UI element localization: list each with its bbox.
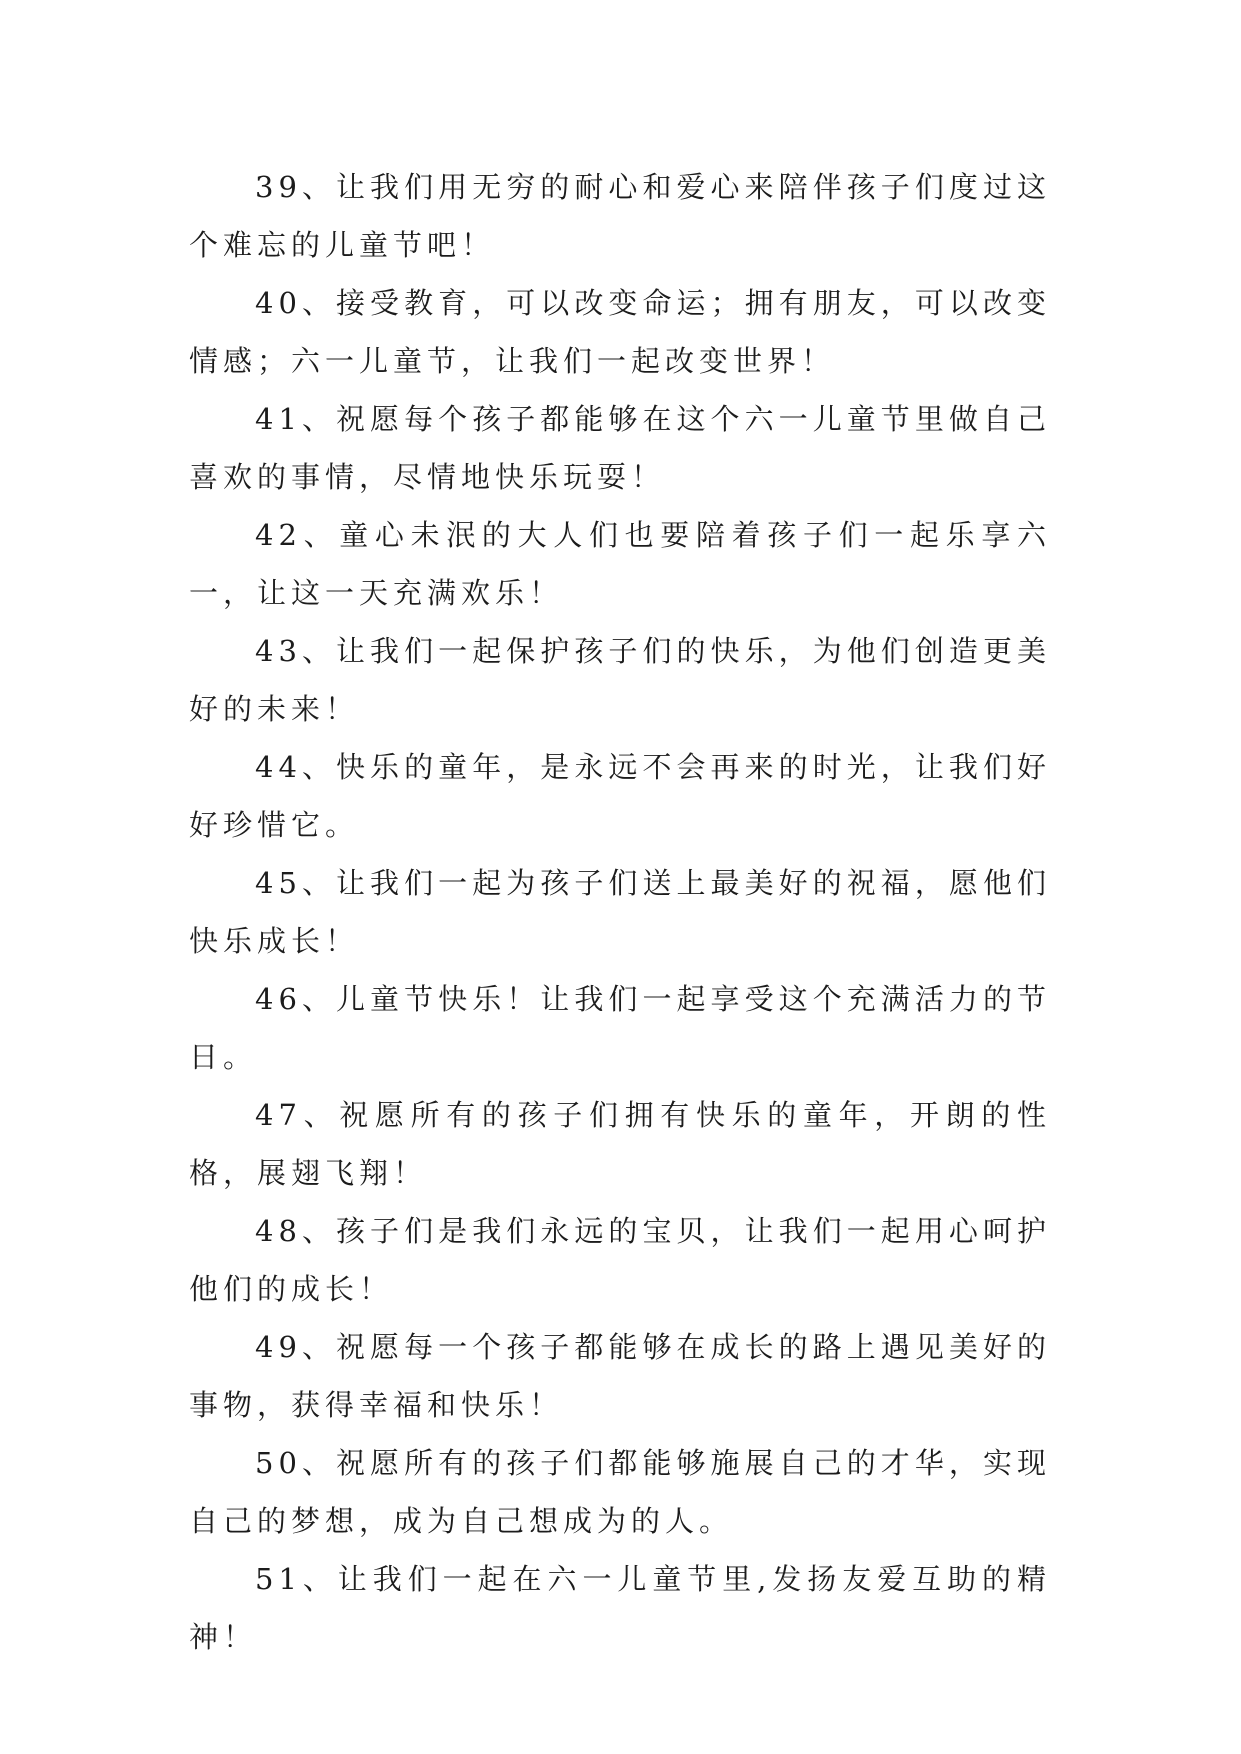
paragraph-44: 44、快乐的童年，是永远不会再来的时光，让我们好好珍惜它。 <box>189 750 1051 842</box>
document-body <box>189 158 1051 1666</box>
paragraph-47: 47、祝愿所有的孩子们拥有快乐的童年，开朗的性格，展翅飞翔！ <box>189 1098 1051 1190</box>
paragraph-40: 40、接受教育，可以改变命运；拥有朋友，可以改变情感；六一儿童节，让我们一起改变世界！ <box>189 286 1051 378</box>
paragraph-43: 43、让我们一起保护孩子们的快乐，为他们创造更美好的未来！ <box>189 634 1051 726</box>
paragraph-46: 46、儿童节快乐！让我们一起享受这个充满活力的节日。 <box>189 982 1051 1074</box>
paragraph-49: 49、祝愿每一个孩子都能够在成长的路上遇见美好的事物，获得幸福和快乐！ <box>189 1330 1051 1422</box>
paragraph-50: 50、祝愿所有的孩子们都能够施展自己的才华，实现自己的梦想，成为自己想成为的人。 <box>189 1446 1051 1538</box>
paragraph-42: 42、童心未泯的大人们也要陪着孩子们一起乐享六一，让这一天充满欢乐！ <box>189 518 1051 610</box>
paragraph-45: 45、让我们一起为孩子们送上最美好的祝福，愿他们快乐成长！ <box>189 866 1051 958</box>
paragraph-41: 41、祝愿每个孩子都能够在这个六一儿童节里做自己喜欢的事情，尽情地快乐玩耍！ <box>189 402 1051 494</box>
paragraph-51: 51、让我们一起在六一儿童节里,发扬友爱互助的精神！ <box>189 1562 1051 1654</box>
paragraph-39: 39、让我们用无穷的耐心和爱心来陪伴孩子们度过这个难忘的儿童节吧！ <box>189 170 1051 262</box>
paragraph-48: 48、孩子们是我们永远的宝贝，让我们一起用心呵护他们的成长！ <box>189 1214 1051 1306</box>
